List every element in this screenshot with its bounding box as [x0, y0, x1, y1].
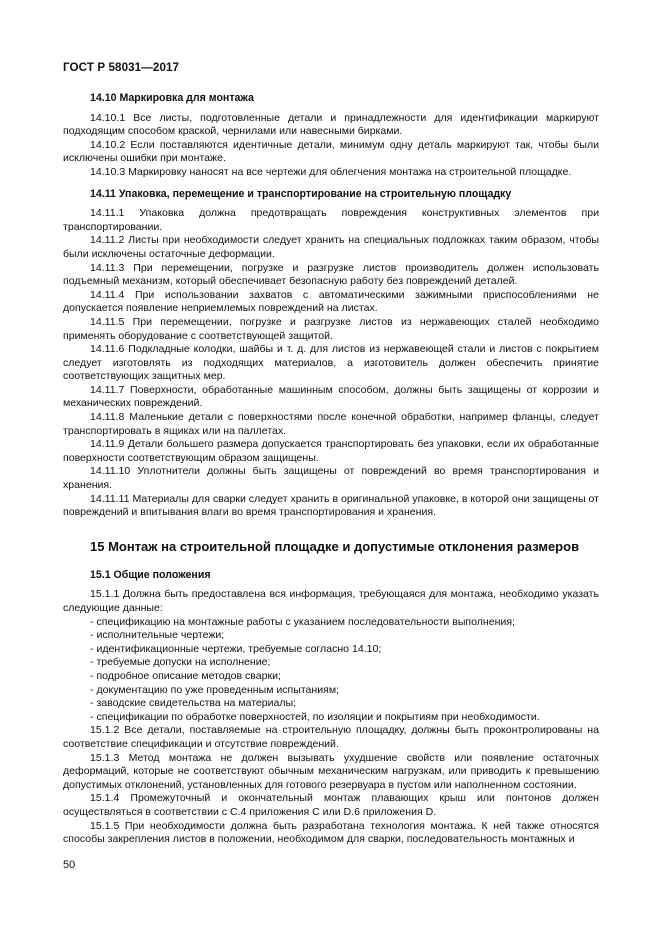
- paragraph-15-1-3: 15.1.3 Метод монтажа не должен вызывать ухудшение свойств или появление остаточных деформаций, которые не соответствуют обычным механическим нагрузкам, или приводить к превышению допустимых отклонений, установленных для готового резервуара в пустом или наполненном состоянии.: [63, 751, 599, 791]
- list-item: - подробное описание методов сварки;: [63, 670, 599, 684]
- paragraph-15-1-1: 15.1.1 Должна быть предоставлена вся информация, требующаяся для монтажа, необходимо указать следующие данные:: [63, 588, 599, 614]
- paragraph-14-11-1: 14.11.1 Упаковка должна предотвращать повреждения конструктивных элементов при транспортировании.: [63, 207, 599, 233]
- list-item: - заводские свидетельства на материалы;: [63, 697, 599, 711]
- paragraph-14-11-8: 14.11.8 Маленькие детали с поверхностями после конечной обработки, например фланцы, следует транспортировать в ящиках или на паллетах.: [63, 411, 599, 437]
- paragraph-14-11-5: 14.11.5 При перемещении, погрузке и разгрузке листов из нержавеющих сталей необходимо применять оборудование с соответствующей защитой.: [63, 315, 599, 342]
- list-item: - требуемые допуски на исполнение;: [63, 656, 599, 670]
- paragraph-14-11-7: 14.11.7 Поверхности, обработанные машинным способом, должны быть защищены от коррозии и механических повреждений.: [63, 383, 599, 410]
- paragraph-14-11-9: 14.11.9 Детали большего размера допускается транспортировать без упаковки, если их обработанные поверхности соответствующим образом защищены.: [63, 438, 599, 464]
- section-heading-15-1: 15.1 Общие положения: [90, 568, 211, 581]
- list-item: - спецификации по обработке поверхностей, по изоляции и покрытиям при необходимости.: [63, 711, 599, 725]
- paragraph-14-11-10: 14.11.10 Уплотнители должны быть защищены от повреждений во время транспортирования и хранения.: [63, 465, 599, 492]
- paragraph-15-1-4: 15.1.4 Промежуточный и окончательный монтаж плавающих крыш или понтонов должен осуществляться в соответствии с С.4 приложения С или D.6 приложения D.: [63, 792, 599, 818]
- paragraph-14-11-11: 14.11.11 Материалы для сварки следует хранить в оригинальной упаковке, в которой они защищены от повреждений и впитывания влаги во время транспортирования и хранения.: [63, 492, 599, 519]
- section-heading-14-10: 14.10 Маркировка для монтажа: [90, 92, 254, 104]
- paragraph-14-11-6: 14.11.6 Подкладные колодки, шайбы и т. д. для листов из нержавеющей стали и листов с покрытием следует изготовлять из подходящих материалов, а изготовитель должен обеспечить принятие соответствующих защитных мер.: [63, 343, 599, 383]
- paragraph-14-11-3: 14.11.3 При перемещении, погрузке и разгрузке листов производитель должен использовать подъемный механизм, который обеспечивает безопасную работу без повреждений деталей.: [63, 261, 599, 288]
- list-item: - идентификационные чертежи, требуемые согласно 14.10;: [63, 643, 599, 657]
- paragraph-15-1-5: 15.1.5 При необходимости должна быть разработана технология монтажа. К ней также относятся способы закрепления листов в положении, необходимом для сварки, последовательность монтажных и: [63, 819, 599, 846]
- chapter-heading-15: 15 Монтаж на строительной площадке и допустимые отклонения размеров: [90, 538, 580, 554]
- paragraph-14-10-3: 14.10.3 Маркировку наносят на все чертежи для облегчения монтажа на строительной площадке.: [90, 165, 572, 178]
- list-item: - спецификацию на монтажные работы с указанием последовательности выполнения;: [63, 616, 599, 630]
- page-number: 50: [63, 859, 76, 871]
- paragraph-14-10-2: 14.10.2 Если поставляются идентичные детали, минимум одну деталь маркируют так, чтобы были исключены ошибки при монтаже.: [63, 138, 599, 165]
- list-item: - исполнительные чертежи;: [63, 629, 599, 643]
- required-data-list: [63, 616, 599, 725]
- paragraph-14-11-4: 14.11.4 При использовании захватов с автоматическими зажимными приспособлениями не допускается появление неприемлемых повреждений на листах.: [63, 288, 599, 315]
- page-content: [63, 92, 599, 847]
- section-heading-14-11: 14.11 Упаковка, перемещение и транспортирование на строительную площадку: [90, 187, 512, 200]
- paragraph-15-1-2: 15.1.2 Все детали, поставляемые на строительную площадку, должны быть проконтролированы на соответствие спецификации и отсутствие повреждений.: [63, 724, 599, 750]
- list-item: - документацию по уже проведенным испытаниям;: [63, 684, 599, 698]
- paragraph-14-11-2: 14.11.2 Листы при необходимости следует хранить на специальных подложках таким образом, чтобы были исключены остаточные деформации.: [63, 234, 599, 260]
- paragraph-14-10-1: 14.10.1 Все листы, подготовленные детали и принадлежности для идентификации маркируют подходящим способом краской, чернилами или навесными бирками.: [63, 111, 599, 138]
- standard-header: ГОСТ Р 58031—2017: [63, 61, 180, 74]
